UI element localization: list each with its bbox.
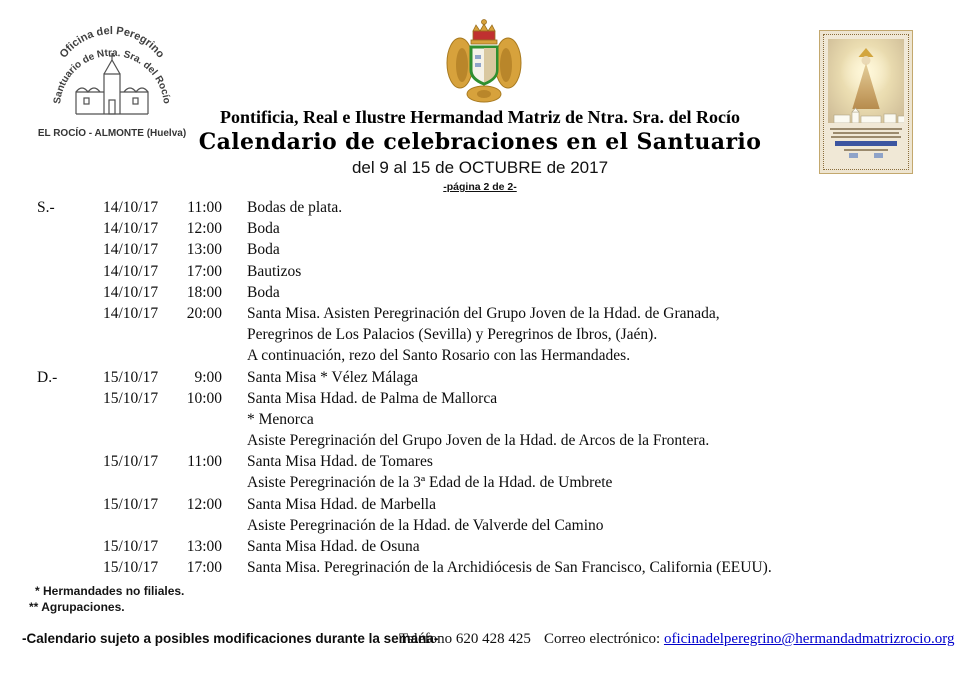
event-cell: Santa Misa. Peregrinación de la Archidiócesis de San Francisco, California (EEUU). bbox=[247, 559, 772, 577]
time-cell: 13:00 bbox=[186, 538, 222, 555]
email-label: Correo electrónico: bbox=[544, 631, 661, 647]
crest-shield bbox=[471, 47, 497, 84]
event-cell: Santa Misa Hdad. de Tomares bbox=[247, 453, 433, 471]
event-cell: Asiste Peregrinación de la 3ª Edad de la Hdad. de Umbrete bbox=[247, 474, 613, 492]
schedule-row bbox=[0, 367, 960, 388]
schedule-row bbox=[0, 472, 960, 493]
event-cell: Boda bbox=[247, 283, 280, 301]
schedule-row bbox=[0, 303, 960, 324]
event-cell: Bautizos bbox=[247, 262, 302, 280]
schedule-row bbox=[0, 451, 960, 472]
event-cell: Asiste Peregrinación del Grupo Joven de la Hdad. de Arcos de la Frontera. bbox=[247, 432, 710, 450]
event-cell: A continuación, rezo del Santo Rosario con las Hermandades. bbox=[247, 347, 631, 365]
seal-arc-inner-text: Santuario de Ntra. Sra. del Rocío bbox=[52, 47, 172, 105]
date-cell: 15/10/17 bbox=[103, 368, 159, 386]
date-range-subtitle: del 9 al 15 de OCTUBRE de 2017 bbox=[351, 158, 609, 177]
schedule-rows bbox=[0, 197, 960, 578]
date-cell: 14/10/17 bbox=[103, 262, 159, 280]
crest-crown bbox=[471, 24, 497, 44]
event-cell: Santa Misa Hdad. de Palma de Mallorca bbox=[247, 389, 498, 407]
event-cell: Santa Misa Hdad. de Marbella bbox=[247, 495, 436, 513]
schedule-row bbox=[0, 239, 960, 260]
schedule-row bbox=[0, 536, 960, 557]
time-cell: 18:00 bbox=[186, 283, 222, 301]
time-cell: 9:00 bbox=[194, 368, 222, 386]
schedule-row bbox=[0, 557, 960, 578]
time-cell: 11:00 bbox=[187, 453, 222, 471]
schedule-row bbox=[0, 282, 960, 303]
event-cell: * Menorca bbox=[247, 410, 314, 428]
date-cell: 15/10/17 bbox=[103, 538, 159, 555]
time-cell: 20:00 bbox=[186, 304, 222, 322]
date-cell: 14/10/17 bbox=[103, 220, 159, 238]
event-cell: Santa Misa Hdad. de Osuna bbox=[247, 538, 420, 555]
event-cell: Santa Misa * Vélez Málaga bbox=[247, 368, 419, 386]
time-cell: 17:00 bbox=[186, 262, 222, 280]
date-cell: 14/10/17 bbox=[103, 283, 159, 301]
schedule-row bbox=[0, 324, 960, 345]
schedule-row bbox=[0, 430, 960, 451]
schedule-row bbox=[0, 218, 960, 239]
date-cell: 15/10/17 bbox=[103, 559, 159, 577]
email-line bbox=[544, 631, 954, 648]
time-cell: 12:00 bbox=[186, 495, 222, 513]
event-cell: Boda bbox=[247, 220, 280, 238]
day-cell: D.- bbox=[37, 368, 58, 386]
date-cell: 14/10/17 bbox=[103, 199, 159, 216]
hermandad-crest-icon bbox=[446, 17, 522, 105]
document-header bbox=[0, 106, 960, 194]
time-cell: 13:00 bbox=[186, 241, 222, 259]
event-cell: Bodas de plata. bbox=[247, 199, 343, 216]
schedule-row bbox=[0, 388, 960, 409]
time-cell: 17:00 bbox=[186, 559, 222, 577]
time-cell: 11:00 bbox=[187, 199, 222, 216]
schedule-row bbox=[0, 345, 960, 366]
time-cell: 12:00 bbox=[186, 220, 222, 238]
email-link[interactable]: oficinadelperegrino@hermandadmatrizrocio.org bbox=[663, 631, 955, 647]
page-number-note: -página 2 de 2- bbox=[443, 181, 517, 193]
date-cell: 15/10/17 bbox=[103, 389, 159, 407]
schedule-row bbox=[0, 261, 960, 282]
modification-note: -Calendario sujeto a posibles modificaciones durante la semana- bbox=[22, 631, 439, 646]
footnote: ** Agrupaciones. bbox=[29, 600, 125, 614]
event-cell: Santa Misa. Asisten Peregrinación del Grupo Joven de la Hdad. de Granada, bbox=[247, 304, 720, 322]
schedule-row bbox=[0, 197, 960, 218]
day-cell: S.- bbox=[37, 199, 55, 216]
seal-bottom-text: EL ROCÍO - ALMONTE (Huelva) bbox=[37, 128, 187, 139]
schedule-row bbox=[0, 409, 960, 430]
event-cell: Boda bbox=[247, 241, 280, 259]
schedule-row bbox=[0, 515, 960, 536]
date-cell: 14/10/17 bbox=[103, 241, 159, 259]
event-cell: Peregrinos de Los Palacios (Sevilla) y Peregrinos de Ibros, (Jaén). bbox=[247, 326, 658, 344]
organization-title: Pontificia, Real e Ilustre Hermandad Matriz de Ntra. Sra. del Rocío bbox=[219, 107, 741, 127]
footnote: * Hermandades no filiales. bbox=[35, 584, 185, 598]
schedule-row bbox=[0, 494, 960, 515]
time-cell: 10:00 bbox=[186, 389, 222, 407]
date-cell: 15/10/17 bbox=[103, 453, 159, 471]
date-cell: 14/10/17 bbox=[103, 304, 159, 322]
phone-number: Teléfono 620 428 425 bbox=[399, 631, 531, 647]
event-cell: Asiste Peregrinación de la Hdad. de Valverde del Camino bbox=[247, 516, 604, 534]
seal-arc-top-text: Oficina del Peregrino bbox=[57, 24, 167, 61]
footer bbox=[0, 631, 960, 653]
page-title: Calendario de celebraciones en el Santuario bbox=[198, 129, 762, 155]
date-cell: 15/10/17 bbox=[103, 495, 159, 513]
